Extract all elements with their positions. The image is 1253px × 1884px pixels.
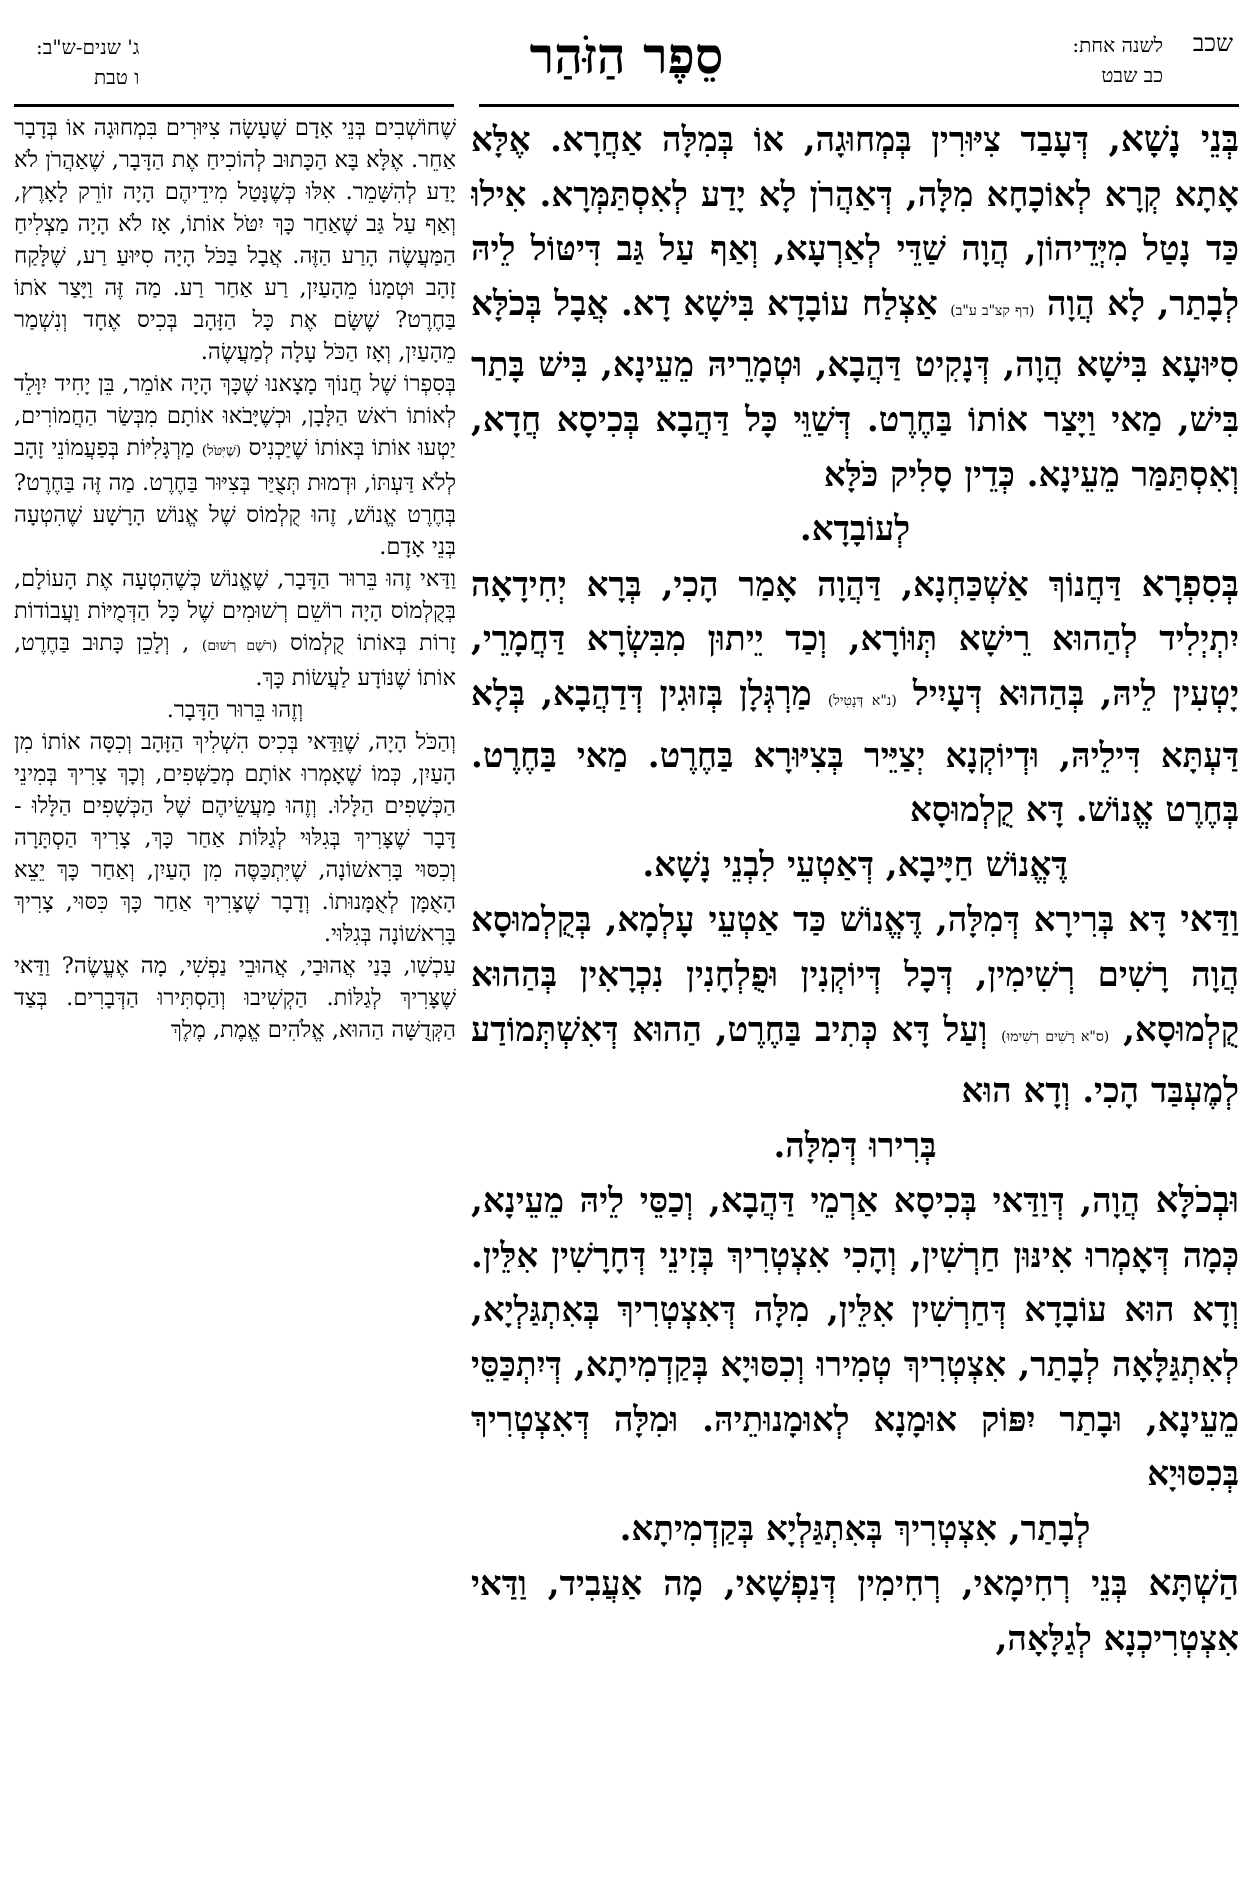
page-marker: שכב: [1192, 29, 1233, 57]
side-paragraph-4: וְהַכֹּל הָיָה, שֶׁוַּדַּאי בְּכִיס הִשְׁלִיךְ הַזָּהָב וְכִסָּה אוֹתוֹ מִן הָעַיִן, כְּמוֹ שֶׁאָמְרוּ אוֹתָם מְכַשְּׁפִים, וְכָךְ צָרִיךְ בְּמִינֵי הַכְּשָׁפִים הַלָּלוּ. וְזֶהוּ מַעֲשֵׂיהֶם שֶׁל הַכְּשָׁפִים הַלָּלוּ - דָּבָר שֶׁצָּרִיךְ בְּגִלּוּי לְגַלּוֹת אַחַר כָּךְ, צָרִיךְ הַסְתָּרָה וְכִסּוּי בָּרִאשׁוֹנָה, שֶׁיִּתְכַּסֶּה מִן הָעַיִן, וְאַחַר כָּךְ יֵצֵא הָאֻמָּן לְאֻמָּנוּתוֹ. וְדָבָר שֶׁצָּרִיךְ אַחַר כָּךְ כִּסּוּי, צָרִיךְ בָּרִאשׁוֹנָה בְּגִלּוּי.: [14, 729, 456, 947]
page-header: [0, 0, 1253, 120]
variant-note: (רֹשֶׁם רְשׁוּם): [201, 638, 278, 654]
side-paragraph-2: בְּסִפְרוֹ שֶׁל חֲנוֹךְ מָצָאנוּ שֶׁכָּךְ הָיָה אוֹמֵר, בֵּן יָחִיד יִוָּלֵד לְאוֹתוֹ רֹאשׁ הַלָּבָן, וּכְשֶׁיָּבֹאוּ אוֹתָם מִבְּשַׂר הַחֲמוֹרִים, יַטְעוּ אוֹתוֹ בְּאוֹתוֹ שֶׁיַּכְנִיס (שֶׁיִּטֹּל) מַרְגָּלִיּוֹת בְּפַעֲמוֹנֵי זָהָב לְלֹא דַּעְתּוֹ, וּדְמוּת תְּצֻיַּר בְּצִיּוּר בַּחֶרֶט. מַה זֶּה בַּחֶרֶט? בְּחֶרֶט אֱנוֹשׁ, זֶהוּ קֻלְמוֹס שֶׁל אֱנוֹשׁ הָרָשָׁע שֶׁהִטְעָה בְּנֵי אָדָם.: [14, 371, 456, 560]
cycle-date: ו טבת: [93, 65, 140, 89]
main-paragraph-2: בְּסִפְרָא דַּחֲנוֹךְ אַשְׁכַּחְנָא, דַּהֲוָה אָמַר הָכִי, בְּרָא יְחִידָאָה יִתְיְלִיד לְהַהוּא רֵישָׁא תְּוּוֹרָא, וְכַד יֵיתוּן מִבִּשְׂרָא דַּחֲמָרֵי, יָטְעִין לֵיהּ, בְּהַהוּא דְּעָיִיל (נ"א דְּנָטִיל) מַרְגְּלָן בְּזוּגִין דְּדַהֲבָא, בְּלָא דַּעְתָּא דִּילֵיהּ, וּדְיוֹקְנָא יְצַיֵּיר בְּצִיּוּרָא בַּחֶרֶט. מַאי בַּחֶרֶט. בְּחֶרֶט אֱנוֹשׁ. דָּא קֻלְמוּסָא: [471, 562, 1239, 831]
aramaic-text-column: [471, 112, 1239, 1872]
main-paragraph-4-end: לְבָתַר, אִצְטְרִיךְ בְּאִתְגַּלְיָא בְּקַדְמִיתָא.: [619, 1508, 1091, 1549]
main-paragraph-3-end: בְּרִירוּ דְּמִלָּה.: [773, 1125, 937, 1166]
main-paragraph-1: בְּנֵי נָשָׁא, דְּעָבַד צִיּוּרִין בְּמְחוּגָה, אוֹ בְּמִלָּה אַחֲרָא. אֶלָּא אָתָא קְרָא לְאוֹכָחָא מִלָּה, דְּאַהֲרֹן לָא יָדַע לְאִסְתַּמְּרָא. אִילוּ כַּד נָטַל מִיְּדֵיהוֹן, הֲוָה שַׁדֵּי לְאַרְעָא, וְאַף עַל גַּב דִּיטּוֹל לֵיהּ לְבָתַר, לָא הֲוָה (דף קצ"ב ע"ב) אַצְלַח עוֹבָדָא בִּישָׁא דָא. אֲבָל בְּכֹלָּא סִיּוּעָא בִּישָׁא הֲוָה, דְּנָקִיט דַּהֲבָא, וּטְמָרֵיהּ מֵעֵינָא, בִּישׁ בָּתַר בִּישׁ, מַאי וַיָּצַר אוֹתוֹ בַּחֶרֶט. דְּשַׁוֵּי כָּל דַּהֲבָא בְּכִיסָא חֲדָא, וְאִסְתַּמַּר מֵעֵינָא. כְּדֵין סָלִיק כֹּלָּא: [471, 118, 1239, 495]
header-rule-main: [479, 104, 1239, 107]
side-paragraph-5: עַכְשָׁו, בָּנַי אֲהוּבַי, אֲהוּבֵי נַפְשִׁי, מָה אֶעֱשֶׂה? וַדַּאי שֶׁצָּרִיךְ לְגַלּוֹת. הַקְשִׁיבוּ וְהַסְתִּירוּ הַדְּבָרִים. בְּצַד הַקְּדֻשָּׁה הַהוּא, אֱלֹהִים אֱמֶת, מֶלֶךְ: [14, 953, 456, 1043]
variant-note: (ס"א רָשִׁים רְשִׁימוּ): [1001, 1028, 1110, 1045]
paragraph-lead: בְּנֵי נָשָׁא,: [1108, 118, 1239, 160]
side-paragraph-1: שֶׁחוֹשְׁבִים בְּנֵי אָדָם שֶׁעָשָׂה צִיּוּרִים בִּמְחוּגָה אוֹ בְּדָבָר אַחֵר. אֶלָּא בָּא הַכָּתוּב לְהוֹכִיחַ אֶת הַדָּבָר, שֶׁאַהֲרֹן לֹא יָדַע לְהִשָּׁמֵר. אִלּוּ כְּשֶׁנָּטַל מִידֵיהֶם הָיָה זוֹרֵק לָאָרֶץ, וְאַף עַל גַּב שֶׁאַחַר כָּךְ יִטֹּל אוֹתוֹ, אָז לֹא הָיָה מַצְלִיחַ הַמַּעֲשֶׂה הָרַע הַזֶּה. אֲבָל בַּכֹּל הָיָה סִיּוּעַ רַע, שֶׁלָּקַח זָהָב וּטְמָנוֹ מֵהָעַיִן, רַע אַחַר רַע. מַה זֶּה וַיָּצַר אֹתוֹ בַּחֶרֶט? שֶׁשָּׂם אֶת כָּל הַזָּהָב בְּכִיס אֶחָד וְנִשְׁמַר מֵהָעַיִן, וְאָז הַכֹּל עָלָה לְמַעֲשֶׂה.: [14, 115, 456, 365]
main-paragraph-4: וּבְכֹלָּא הֲוָה, דְּוַדַּאי בְּכִיסָא אַרְמֵי דַּהֲבָא, וְכַסֵּי לֵיהּ מֵעֵינָא, כְּמָה דְּאָמְרוּ אִינּוּן חַרְשִׁין, וְהָכִי אִצְטְרִיךְ בְּזִינֵי דְּחָרָשִׁין אִלֵּין. וְדָא הוּא עוֹבָדָא דְּחַרְשִׁין אִלֵּין, מִלָּה דְּאִצְטְרִיךְ בְּאִתְגַּלְיָא, לְאִתְגַּלָּאָה לְבָתַר, אִצְטְרִיךְ טְמִירוּ וְכִסּוּיָא בְּקַדְמִיתָא, דְּיִתְכַּסֵּי מֵעֵינָא, וּבָתַר יִפּוֹק אוּמָנָא לְאוּמָנוּתֵיהּ. וּמִלָּה דְּאִצְטְרִיךְ בְּכִסּוּיָא: [471, 1179, 1239, 1495]
variant-note: (שֶׁיִּטֹּל): [201, 443, 242, 459]
lesson-label: לשנה אחת:: [1072, 33, 1163, 57]
main-paragraph-1-end: לְעוֹבָדָא.: [799, 509, 911, 550]
book-title: סֵפֶר הַזֹּהַר: [529, 26, 724, 85]
side-paragraph-3: וַדַּאי זֶהוּ בֵּרוּר הַדָּבָר, שֶׁאֱנוֹשׁ כְּשֶׁהִטְעָה אֶת הָעוֹלָם, בְּקֻלְמוֹס הָיָה רוֹשֵׁם רְשׁוּמִים שֶׁל כָּל הַדְּמֻיּוֹת וַעֲבוֹדוֹת זָרוֹת בְּאוֹתוֹ קֻלְמוֹס (רֹשֶׁם רְשׁוּם) , וְלָכֵן כָּתוּב בַּחֶרֶט, אוֹתוֹ שֶׁנּוֹדָע לַעֲשׂוֹת כָּךְ.: [14, 566, 456, 691]
page-reference: (דף קצ"ב ע"ב): [950, 302, 1035, 319]
lesson-date: כב שבט: [1101, 63, 1163, 87]
header-rule-side: [14, 104, 454, 107]
side-paragraph-3-end: וְזֶהוּ בֵּרוּר הַדָּבָר.: [166, 697, 304, 723]
cycle-info: [36, 32, 139, 92]
paragraph-lead: וּבְכֹלָּא: [1155, 1179, 1239, 1222]
paragraph-lead: הַשְׁתָּא: [1148, 1562, 1239, 1605]
hebrew-translation-column: [14, 112, 456, 1872]
main-paragraph-3: וַדַּאי דָּא בְּרִירָא דְּמִלָּה, דֶּאֱנוֹשׁ כַּד אַטְעֵי עָלְמָא, בְּקֻלְמוּסָא הֲוָה רָשִׁים רְשִׁימִין, דְּכָל דְּיוֹקְנִין וּפֻלְחָנִין נִכְרָאִין בְּהַהוּא קֻלְמוּסָא, (ס"א רָשִׁים רְשִׁימוּ) וְעַל דָּא כְּתִיב בַּחֶרֶט, הַהוּא דְּאִשְׁתְּמוֹדַע לְמֶעְבַּד הָכִי. וְדָא הוּא: [471, 898, 1239, 1112]
paragraph-lead: וַדַּאי: [1180, 898, 1239, 941]
cycle-label: ג' שנים-ש"ב:: [36, 35, 140, 59]
variant-note: (נ"א דְּנָטִיל): [827, 692, 897, 709]
main-paragraph-2-end: דֶּאֱנוֹשׁ חַיָּיבָא, דְּאַטְעֵי לִבְנֵי נָשָׁא.: [642, 844, 1068, 885]
main-paragraph-5: הַשְׁתָּא בְּנֵי רְחִימָאי, רְחִימִין דְּנַפְשָׁאי, מָה אַעֲבִיד, וַדַּאי אִצְטְרִיכְנָא לְגַלָּאָה,: [471, 1562, 1239, 1660]
paragraph-lead: בְּסִפְרָא: [1141, 562, 1239, 605]
